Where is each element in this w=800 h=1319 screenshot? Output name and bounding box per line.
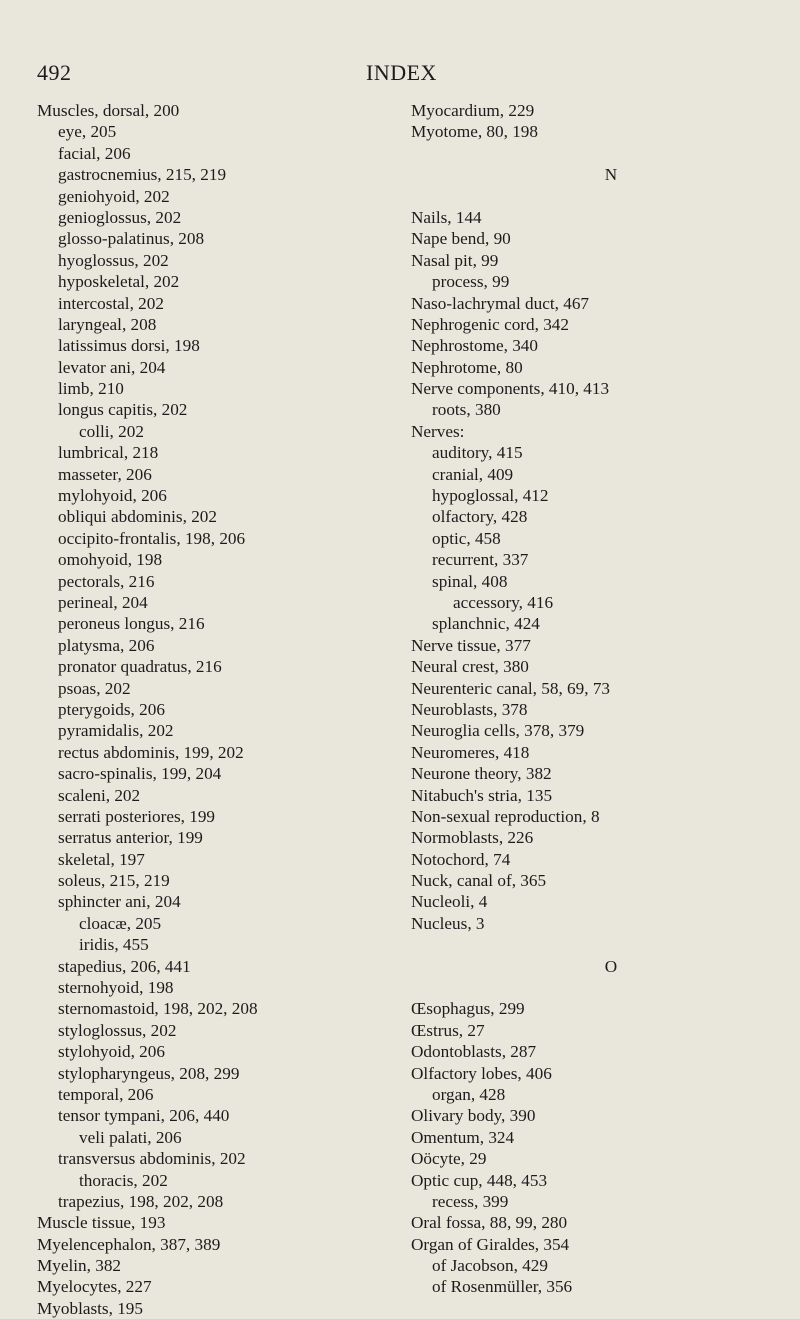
index-subentry: longus capitis, 202 xyxy=(58,400,188,420)
index-entry: Nephrogenic cord, 342 xyxy=(411,314,569,334)
index-entry: Nucleus, 3 xyxy=(411,913,485,933)
index-subentry: perineal, 204 xyxy=(58,592,148,612)
index-subentry: genioglossus, 202 xyxy=(58,207,182,227)
index-subentry: limb, 210 xyxy=(58,379,124,399)
index-subentry: splanchnic, 424 xyxy=(432,614,540,634)
index-entry: Myelocytes, 227 xyxy=(37,1277,152,1297)
index-entry: Naso-lachrymal duct, 467 xyxy=(411,293,590,313)
index-subentry: serrati posteriores, 199 xyxy=(58,806,216,826)
index-column-left xyxy=(37,100,367,1319)
index-entry: Nerve components, 410, 413 xyxy=(411,379,610,399)
index-subentry: roots, 380 xyxy=(432,400,501,420)
index-subentry: pyramidalis, 202 xyxy=(58,721,174,741)
index-subentry: sternohyoid, 198 xyxy=(58,978,174,998)
spacer xyxy=(411,934,771,955)
index-subentry: optic, 458 xyxy=(432,528,501,548)
index-subentry: pronator quadratus, 216 xyxy=(58,657,222,677)
index-subentry: process, 99 xyxy=(432,272,510,292)
index-entry: Nails, 144 xyxy=(411,207,482,227)
index-entry: Nucleoli, 4 xyxy=(411,892,488,912)
index-entry: Nasal pit, 99 xyxy=(411,250,499,270)
index-subentry: obliqui abdominis, 202 xyxy=(58,507,217,527)
index-entry: Nitabuch's stria, 135 xyxy=(411,785,553,805)
index-entry: Neurenteric canal, 58, 69, 73 xyxy=(411,678,611,698)
index-subentry: facial, 206 xyxy=(58,143,131,163)
index-subentry: recurrent, 337 xyxy=(432,550,529,570)
index-subentry: intercostal, 202 xyxy=(58,293,164,313)
index-subentry: trapezius, 198, 202, 208 xyxy=(58,1191,224,1211)
index-entry: Oöcyte, 29 xyxy=(411,1149,487,1169)
index-subentry: hyposkeletal, 202 xyxy=(58,272,180,292)
index-subentry: peroneus longus, 216 xyxy=(58,614,205,634)
index-subentry: colli, 202 xyxy=(79,421,144,441)
index-subentry: hyoglossus, 202 xyxy=(58,250,169,270)
index-entry: Odontoblasts, 287 xyxy=(411,1042,537,1062)
page-header xyxy=(0,60,800,90)
index-entry: Muscles, dorsal, 200 xyxy=(37,101,180,120)
index-subentry: masseter, 206 xyxy=(58,464,152,484)
index-subentry: thoracis, 202 xyxy=(79,1170,168,1190)
index-entry: Neuroglia cells, 378, 379 xyxy=(411,721,585,741)
index-subentry: occipito-frontalis, 198, 206 xyxy=(58,528,246,548)
page-number: 492 xyxy=(37,60,72,85)
index-subentry: spinal, 408 xyxy=(432,571,508,591)
index-subentry: psoas, 202 xyxy=(58,678,131,698)
index-subentry: pectorals, 216 xyxy=(58,571,155,591)
index-subentry: eye, 205 xyxy=(58,122,117,142)
index-subentry: transversus abdominis, 202 xyxy=(58,1149,246,1169)
index-subentry: organ, 428 xyxy=(432,1084,506,1104)
spacer xyxy=(411,977,771,998)
index-subentry: accessory, 416 xyxy=(453,592,554,612)
index-entry: Myelencephalon, 387, 389 xyxy=(37,1234,221,1254)
running-title: INDEX xyxy=(366,60,437,85)
index-subentry: stylohyoid, 206 xyxy=(58,1042,165,1062)
index-subentry: olfactory, 428 xyxy=(432,507,528,527)
index-subentry: tensor tympani, 206, 440 xyxy=(58,1106,230,1126)
index-entry: Muscle tissue, 193 xyxy=(37,1213,166,1233)
index-entry: Olfactory lobes, 406 xyxy=(411,1063,552,1083)
index-subentry: veli palati, 206 xyxy=(79,1127,182,1147)
index-entry: Normoblasts, 226 xyxy=(411,828,534,848)
index-subentry: styloglossus, 202 xyxy=(58,1020,177,1040)
index-subentry: stapedius, 206, 441 xyxy=(58,956,191,976)
index-subentry: temporal, 206 xyxy=(58,1084,154,1104)
index-entry: Myotome, 80, 198 xyxy=(411,122,538,142)
section-letter: O xyxy=(604,956,618,976)
spacer xyxy=(411,143,771,164)
index-subentry: geniohyoid, 202 xyxy=(58,186,170,206)
index-entry: Neuromeres, 418 xyxy=(411,742,530,762)
index-subentry: pterygoids, 206 xyxy=(58,699,165,719)
index-subentry: stylopharyngeus, 208, 299 xyxy=(58,1063,240,1083)
section-letter: N xyxy=(604,165,618,185)
index-subentry: auditory, 415 xyxy=(432,443,523,463)
index-subentry: glosso-palatinus, 208 xyxy=(58,229,205,249)
index-subentry: levator ani, 204 xyxy=(58,357,166,377)
index-subentry: serratus anterior, 199 xyxy=(58,828,203,848)
index-subentry: mylohyoid, 206 xyxy=(58,486,167,506)
index-subentry: sacro-spinalis, 199, 204 xyxy=(58,764,222,784)
index-entry: Neuroblasts, 378 xyxy=(411,699,528,719)
index-subentry: cranial, 409 xyxy=(432,464,514,484)
index-subentry: laryngeal, 208 xyxy=(58,314,157,334)
index-entry: Œstrus, 27 xyxy=(411,1020,485,1040)
index-entry: Neurone theory, 382 xyxy=(411,764,552,784)
index-subentry: iridis, 455 xyxy=(79,935,149,955)
index-subentry: rectus abdominis, 199, 202 xyxy=(58,742,244,762)
index-entry: Oral fossa, 88, 99, 280 xyxy=(411,1213,568,1233)
index-column-right xyxy=(411,100,771,1298)
index-subentry: of Jacobson, 429 xyxy=(432,1256,548,1276)
index-subentry: sphincter ani, 204 xyxy=(58,892,181,912)
index-subentry: of Rosenmüller, 356 xyxy=(432,1277,573,1297)
index-subentry: omohyoid, 198 xyxy=(58,550,163,570)
index-subentry: platysma, 206 xyxy=(58,635,155,655)
index-subentry: soleus, 215, 219 xyxy=(58,871,170,891)
index-entry: Myelin, 382 xyxy=(37,1256,122,1276)
index-subentry: recess, 399 xyxy=(432,1191,509,1211)
index-entry: Optic cup, 448, 453 xyxy=(411,1170,548,1190)
index-entry: Nerves: xyxy=(411,421,465,441)
index-subentry: hypoglossal, 412 xyxy=(432,486,549,506)
index-entry: Nephrostome, 340 xyxy=(411,336,538,356)
index-subentry: sternomastoid, 198, 202, 208 xyxy=(58,999,258,1019)
spacer xyxy=(411,186,771,207)
index-entry: Omentum, 324 xyxy=(411,1127,515,1147)
index-entry: Œsophagus, 299 xyxy=(411,999,525,1019)
index-entry: Myoblasts, 195 xyxy=(37,1298,143,1318)
index-entry: Myocardium, 229 xyxy=(411,101,535,120)
index-subentry: cloacæ, 205 xyxy=(79,913,162,933)
index-entry: Nephrotome, 80 xyxy=(411,357,523,377)
index-entry: Non-sexual reproduction, 8 xyxy=(411,806,600,826)
index-subentry: skeletal, 197 xyxy=(58,849,145,869)
index-subentry: gastrocnemius, 215, 219 xyxy=(58,165,227,185)
index-entry: Nuck, canal of, 365 xyxy=(411,871,547,891)
index-entry: Neural crest, 380 xyxy=(411,657,529,677)
index-entry: Nape bend, 90 xyxy=(411,229,511,249)
index-subentry: lumbrical, 218 xyxy=(58,443,159,463)
index-entry: Nerve tissue, 377 xyxy=(411,635,531,655)
index-subentry: latissimus dorsi, 198 xyxy=(58,336,200,356)
index-subentry: scaleni, 202 xyxy=(58,785,141,805)
index-entry: Olivary body, 390 xyxy=(411,1106,536,1126)
index-entry: Notochord, 74 xyxy=(411,849,511,869)
index-entry: Organ of Giraldes, 354 xyxy=(411,1234,570,1254)
